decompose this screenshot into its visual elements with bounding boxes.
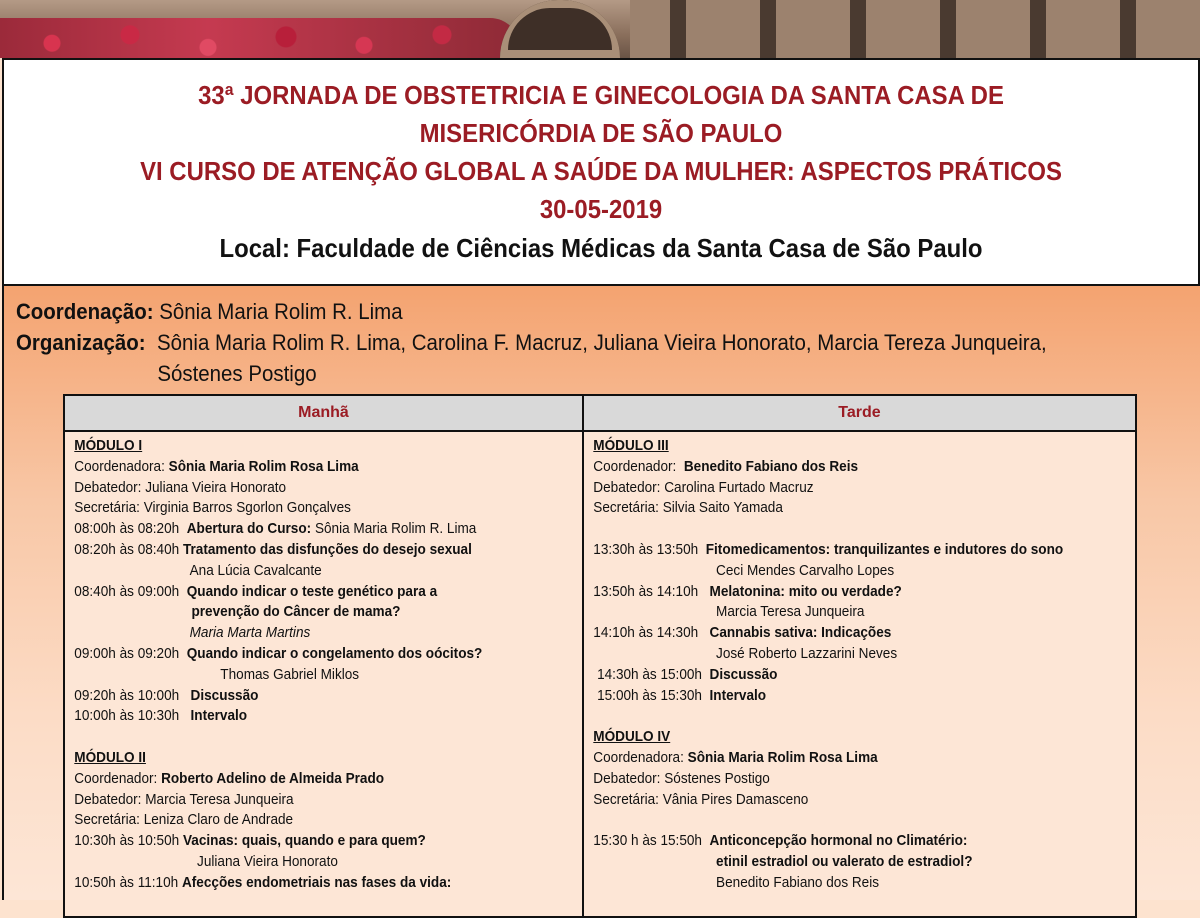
- secretary: Secretária: Vânia Pires Damasceno: [593, 791, 809, 808]
- session-title-cont: prevenção do Câncer de mama?: [191, 604, 401, 621]
- session-time: 08:00h às 08:20h: [74, 521, 180, 538]
- coordinator-name: Sônia Maria Rolim Rosa Lima: [687, 749, 878, 766]
- session-time: 10:00h às 10:30h: [74, 708, 180, 725]
- debater: Debatedor: Juliana Vieira Honorato: [74, 479, 287, 496]
- building-arch-image: [500, 0, 620, 58]
- session-title: Tratamento das disfunções do desejo sexual: [182, 541, 472, 558]
- debater: Debatedor: Marcia Teresa Junqueira: [74, 791, 294, 808]
- debater: Debatedor: Carolina Furtado Macruz: [593, 479, 814, 496]
- coordinator-label: Coordenadora:: [74, 458, 165, 475]
- session-speaker: Ceci Mendes Carvalho Lopes: [716, 562, 895, 579]
- session-speaker: José Roberto Lazzarini Neves: [716, 645, 898, 662]
- secretary: Secretária: Leniza Claro de Andrade: [74, 812, 294, 829]
- event-location: Local: Faculdade de Ciências Médicas da Santa Casa de São Paulo: [219, 233, 983, 263]
- morning-column: [65, 396, 584, 916]
- session-title: Discussão: [709, 666, 778, 683]
- session-title: Quando indicar o congelamento dos oócitos?: [186, 645, 483, 662]
- afternoon-schedule: [584, 432, 1096, 894]
- organization-label: Organização:: [16, 330, 146, 355]
- session-title: Discussão: [190, 687, 259, 704]
- session-time: 10:30h às 10:50h: [74, 833, 180, 850]
- morning-schedule: [65, 432, 546, 894]
- coordinator-name: Roberto Adelino de Almeida Prado: [161, 770, 385, 787]
- session-speaker: Juliana Vieira Honorato: [197, 853, 338, 870]
- session-title: Vacinas: quais, quando e para quem?: [182, 833, 426, 850]
- session-title: Intervalo: [190, 708, 248, 725]
- session-time: 08:20h às 08:40h: [74, 541, 180, 558]
- session-title: Anticoncepção hormonal no Climatério:: [709, 833, 968, 850]
- session-time: 13:50h às 14:10h: [593, 583, 699, 600]
- session-speaker: Benedito Fabiano dos Reis: [716, 874, 880, 891]
- afternoon-header: Tarde: [584, 396, 1135, 432]
- secretary: Secretária: Silvia Saito Yamada: [593, 500, 783, 517]
- coordinator-label: Coordenador:: [593, 458, 677, 475]
- coordinator-name: Sônia Maria Rolim Rosa Lima: [168, 458, 359, 475]
- session-title: Abertura do Curso:: [186, 521, 312, 538]
- course-title: VI CURSO DE ATENÇÃO GLOBAL A SAÚDE DA MULHER: ASPECTOS PRÁTICOS: [140, 156, 1062, 186]
- session-title: Cannabis sativa: Indicações: [709, 625, 892, 642]
- session-title: Fitomedicamentos: tranquilizantes e indutores do sono: [705, 541, 1064, 558]
- session-title-cont: etinil estradiol ou valerato de estradiol?: [716, 853, 973, 870]
- module-title: MÓDULO III: [593, 438, 669, 454]
- session-title: Afecções endometriais nas fases da vida:: [181, 874, 452, 891]
- session-time: 08:40h às 09:00h: [74, 583, 180, 600]
- coordinator-label: Coordenadora:: [593, 749, 684, 766]
- secretary: Secretária: Virginia Barros Sgorlon Gonçalves: [74, 500, 351, 517]
- session-time: 13:30h às 13:50h: [593, 541, 699, 558]
- session-time: 15:30 h às 15:50h: [593, 833, 702, 850]
- session-time: 15:00h às 15:30h: [597, 687, 702, 704]
- session-speaker: Ana Lúcia Cavalcante: [189, 562, 322, 579]
- session-time: 09:20h às 10:00h: [74, 687, 180, 704]
- credits: [16, 296, 1047, 389]
- module-title: MÓDULO IV: [593, 729, 671, 746]
- module-title: MÓDULO I: [74, 438, 143, 454]
- event-title-line1: 33ª JORNADA DE OBSTETRICIA E GINECOLOGIA DA SANTA CASA DE: [198, 80, 1004, 110]
- building-facade-image: [630, 0, 1200, 58]
- session-time: 10:50h às 11:10h: [74, 874, 179, 891]
- flowerbed-image: [0, 18, 520, 58]
- header-photo: [0, 0, 1200, 58]
- schedule-table: [63, 394, 1137, 918]
- coordination-value: Sônia Maria Rolim R. Lima: [159, 299, 403, 324]
- organization-value-line1: Sônia Maria Rolim R. Lima, Carolina F. Macruz, Juliana Vieira Honorato, Marcia Tereza Junqueira,: [156, 330, 1047, 355]
- session-time: 09:00h às 09:20h: [74, 645, 180, 662]
- module-title: MÓDULO II: [74, 749, 146, 766]
- coordination-label: Coordenação:: [16, 299, 154, 324]
- session-title: Melatonina: mito ou verdade?: [709, 583, 902, 600]
- session-speaker: Sônia Maria Rolim R. Lima: [314, 521, 477, 538]
- afternoon-column: [584, 396, 1135, 916]
- session-title: Intervalo: [709, 687, 767, 704]
- session-speaker: Marcia Teresa Junqueira: [716, 604, 865, 621]
- title-box: [2, 58, 1200, 286]
- session-speaker: Maria Marta Martins: [189, 625, 311, 642]
- morning-header: Manhã: [65, 396, 582, 432]
- session-speaker: Thomas Gabriel Miklos: [220, 666, 360, 683]
- session-time: 14:30h às 15:00h: [597, 666, 702, 683]
- debater: Debatedor: Sóstenes Postigo: [593, 770, 770, 787]
- session-title: Quando indicar o teste genético para a: [186, 583, 438, 600]
- coordinator-label: Coordenador:: [74, 770, 158, 787]
- event-date: 30-05-2019: [539, 194, 663, 224]
- event-title-line2: MISERICÓRDIA DE SÃO PAULO: [419, 118, 783, 148]
- coordinator-name: Benedito Fabiano dos Reis: [683, 458, 859, 475]
- organization-value-line2: Sóstenes Postigo: [157, 361, 317, 386]
- session-time: 14:10h às 14:30h: [593, 625, 699, 642]
